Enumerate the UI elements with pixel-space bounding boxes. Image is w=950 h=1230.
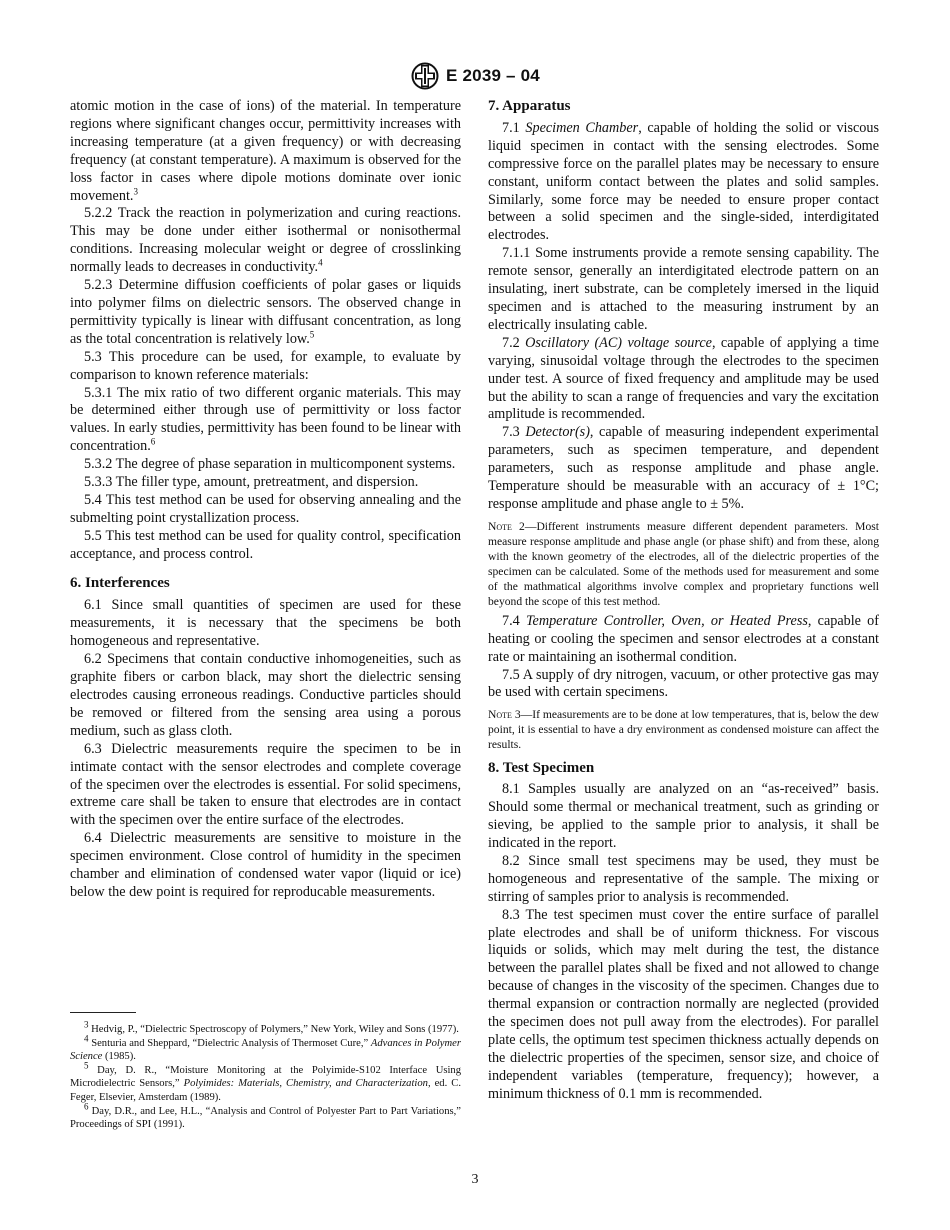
right-column [488, 98, 879, 1104]
paragraph-7-1-1: 7.1.1 Some instruments provide a remote sensing capability. The remote sensor, generally an interdigitated electrode pattern on an insulating, inert substrate, can be completely imersed in the liquid specimen and is attached to the measuring instrument by an electrically insulating cable. [488, 245, 879, 333]
paragraph-8-3: 8.3 The test specimen must cover the entire surface of parallel plate electrodes and shall be of uniform thickness. For viscous liquids or solids, which may melt during the test, the distance between the parallel plates shall be fixed and not allowed to change because of changes in the viscosity of the specimen. Changes due to thermal expansion or contraction normally are neglected (provided the specimen does not pull away from the electrodes). For parallel plate cells, the optimum test specimen thickness actually depends on the dielectric properties of the specimen, sensor size, and choice of independent variables (temperature, frequency); however, a minimum thickness of 0.1 mm is recommended. [488, 906, 879, 1102]
paragraph-5-4: 5.4 This test method can be used for observing annealing and the submelting point crystallization process. [70, 491, 461, 526]
section-heading-interferences: 6. Interferences [70, 574, 170, 591]
paragraph-8-2: 8.2 Since small test specimens may be used, they must be homogeneous and representative of the sample. The mixing or stirring of samples prior to analysis is recommended. [488, 852, 879, 905]
page-number: 3 [471, 1172, 479, 1187]
footnote-3: $^3$ Hedvig, P., “Dielectric Spectroscopy of Polymers,” New York, Wiley and Sons (1977). [84, 1019, 459, 1035]
note-2: Note 2—Different instruments measure different dependent parameters. Most measure response amplitude and phase angle (or phase shift) and from these, along with the known geometry of the electrodes, all of the dielectric properties of the specimen can be calculated. Some of the methods used for measurement and some of the mathmatical algorithms involve complex and proprietary functions well beyond the scope of this test method. [488, 519, 879, 608]
left-column [70, 98, 461, 902]
paragraph-continuation: atomic motion in the case of ions) of the material. In temperature regions where significant changes occur, permittivity increases with increasing temperature (at a given frequency) or with decreasing frequency (at constant temperature). A maximum is observed for the loss factor in cases where dipole motions dominate over ionic movement.$^3$ [70, 98, 461, 204]
section-heading-apparatus: 7. Apparatus [488, 98, 571, 114]
paragraph-6-4: 6.4 Dielectric measurements are sensitive to moisture in the specimen environment. Close control of humidity in the specimen chamber and elimination of condensed water vapor (liquid or ice) below the dew point is required for reproducable measurements. [70, 830, 461, 900]
footnote-ref: 3 [133, 185, 138, 196]
footnotes [70, 1012, 461, 1132]
note-3: Note 3—If measurements are to be done at low temperatures, that is, below the dew point, it is essential to have a dry environment as condensed moisture can affect the results. [488, 708, 879, 752]
paragraph-5-2-2: 5.2.2 Track the reaction in polymerization and curing reactions. This may be done under either isothermal or nonisothermal conditions. Increasing molecular weight or degree of crosslinking normally leads to decreases in conductivity.$^4$ [70, 205, 461, 276]
paragraph-7-2: 7.2 Oscillatory (AC) voltage source, capable of applying a time varying, sinusoidal voltage through the electrodes to the specimen under test. A source of fixed frequency and amplitude may be used but the ability to scan a range of frequencies and vary the excitation amplitude is recommended. [488, 334, 879, 423]
footnote-ref: 4 [318, 257, 323, 268]
paragraph-5-5: 5.5 This test method can be used for quality control, specification acceptance, and process control. [70, 527, 461, 562]
footnote-4: $^4$ Senturia and Sheppard, “Dielectric Analysis of Thermoset Cure,” Advances in Polymer Science (1985). [70, 1033, 461, 1063]
page-header [0, 62, 950, 95]
footnote-ref: 6 [150, 436, 156, 447]
paragraph-7-5: 7.5 A supply of dry nitrogen, vacuum, or other protective gas may be used with certain specimens. [488, 666, 879, 701]
footnote-5: $^5$ Day, D. R., “Moisture Monitoring at the Polyimide-S102 Interface Using Microdielectric Sensors,” Polyimides: Materials, Chemistry, and Characterization, ed. C. Feger, Elsevier, Amsterdam (1989). [70, 1060, 462, 1103]
paragraph-5-2-3: 5.2.3 Determine diffusion coefficients of polar gases or liquids into polymer films on dielectric sensors. The observed change in permittivity typically is linear with diffusant concentration, as long as the total concentration is relatively low.$^5$ [70, 277, 461, 347]
paragraph-8-1: 8.1 Samples usually are analyzed on an “as-received” basis. Should some thermal or mechanical treatment, such as grinding or sieving, be applied to the sample prior to analysis, it shall be indicated in the report. [488, 781, 879, 851]
paragraph-5-3-2: 5.3.2 The degree of phase separation in multicomponent systems. [84, 456, 456, 473]
paragraph-5-3: 5.3 This procedure can be used, for example, to evaluate by comparison to known reference materials: [70, 348, 461, 383]
astm-logo-icon [410, 62, 440, 90]
paragraph-7-3: 7.3 Detector(s), capable of measuring independent experimental parameters, such as specimen temperature, and dependent parameters, such as response amplitude and phase angle. Temperature should be measurable with an accuracy of ± 1°C; response amplitude and phase angle to ± 5%. [488, 424, 879, 512]
footnote-6: $^6$ Day, D.R., and Lee, H.L., “Analysis and Control of Polyester Part to Part Variations,” Proceedings of SPI (1991). [70, 1101, 461, 1131]
paragraph-7-4: 7.4 Temperature Controller, Oven, or Heated Press, capable of heating or cooling the specimen and sensor electrodes at a constant rate or maintaining an isothermal condition. [488, 612, 879, 665]
section-heading-test-specimen: 8. Test Specimen [488, 760, 595, 777]
footnote-ref: 5 [309, 329, 315, 340]
paragraph-5-3-1: 5.3.1 The mix ratio of two different organic materials. This may be determined either through use of permittivity or loss factor values. In early studies, permittivity has been found to be linear with concentration.$^6$ [70, 384, 461, 455]
footnote-divider [70, 1012, 136, 1013]
document-id: E 2039 – 04 [446, 66, 540, 85]
paragraph-7-1: 7.1 Specimen Chamber, capable of holding the solid or viscous liquid specimen in contact with the sensing electrodes. Some compressive force on the parallel plates may be necessary to ensure constant, uniform contact between the plates and solid samples. Similarly, some force may be needed to ensure proper contact between a solid specimen and the single-sided, interdigitated electrodes. [488, 119, 880, 244]
paragraph-6-2: 6.2 Specimens that contain conductive inhomogeneities, such as graphite fibers or carbon black, may short the dielectric sensing electrodes causing erroneous readings. Conductive particles should be removed or filtered from the sensing area using a porous medium, such as glass cloth. [70, 651, 461, 739]
paragraph-6-1: 6.1 Since small quantities of specimen are used for these measurements, it is necessary that the specimens be both homogeneous and representative. [70, 597, 461, 650]
paragraph-5-3-3: 5.3.3 The filler type, amount, pretreatment, and dispersion. [84, 474, 419, 491]
paragraph-6-3: 6.3 Dielectric measurements require the specimen to be in intimate contact with the sensor electrodes and complete coverage of the specimen over the electrodes is essential. For solid specimens, extreme care shall be taken to ensure that electrodes are in contact with the specimen over the entire surface of the electrodes. [70, 740, 461, 829]
